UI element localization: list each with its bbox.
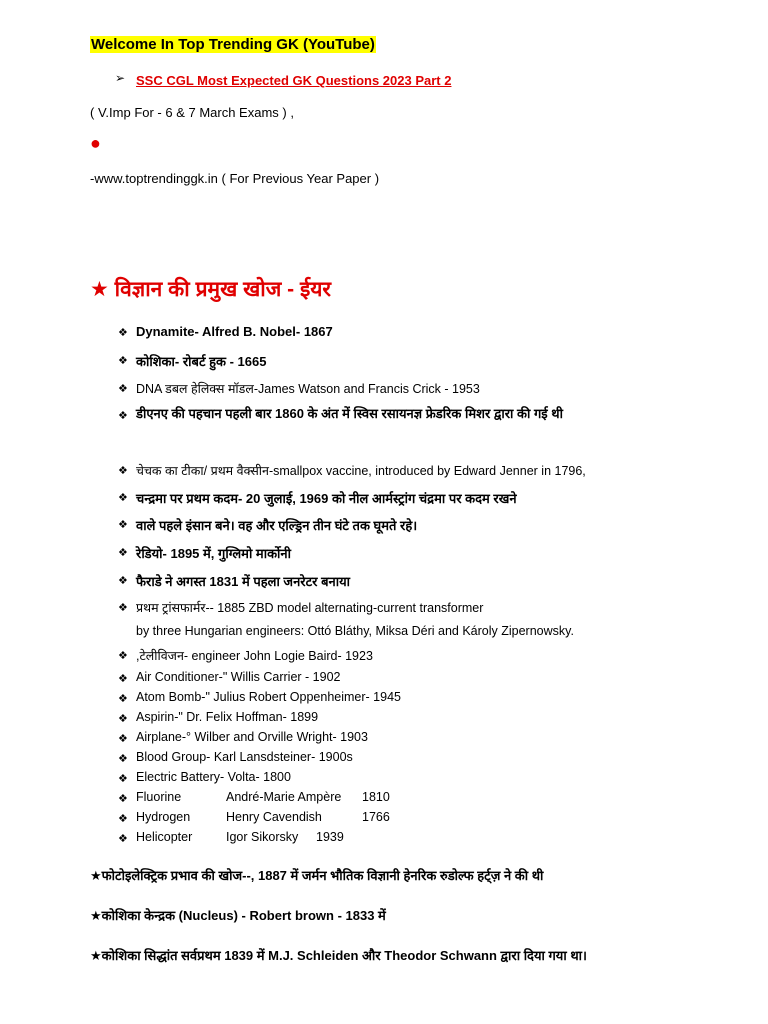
table-row: [136, 830, 536, 844]
diamond-bullet-icon: ❖: [118, 383, 128, 395]
dot-icon: ●: [90, 133, 101, 153]
list-item: डीएनए की पहचान पहली बार 1860 के अंत में स्विस रसायनज्ञ फ्रेडरिक मिशर द्वारा की गई थी: [136, 406, 563, 421]
welcome-text: Welcome In Top Trending GK (YouTube): [91, 36, 375, 53]
subtitle-link[interactable]: [136, 72, 451, 90]
subtitle-link-text[interactable]: SSC CGL Most Expected GK Questions 2023 Part 2: [136, 73, 452, 88]
list-item: फैराडे ने अगस्त 1831 में पहला जनरेटर बनाया: [136, 574, 350, 589]
list-item: Electric Battery- Volta- 1800: [136, 770, 291, 784]
diamond-bullet-icon: ❖: [118, 602, 128, 614]
website-note: -www.toptrendinggk.in ( For Previous Year Paper ): [90, 171, 380, 186]
diamond-bullet-icon: ❖: [118, 753, 128, 765]
list-item-text: कोशिका- रोबर्ट हुक - 1665: [136, 354, 267, 369]
list-item: Blood Group- Karl Lansdsteiner- 1900s: [136, 750, 353, 764]
arrow-icon: ➢: [115, 71, 126, 85]
list-item: [136, 352, 266, 370]
fact-line: ★कोशिका केन्द्रक (Nucleus) - Robert brown - 1833 में: [90, 908, 386, 923]
list-item: ,टेलीविजन- engineer John Logie Baird- 1923: [136, 649, 373, 663]
list-item: Air Conditioner-" Willis Carrier - 1902: [136, 670, 341, 684]
row-year: 1810: [362, 790, 390, 804]
list-item: DNA डबल हेलिक्स मॉडल-James Watson and Francis Crick - 1953: [136, 382, 480, 396]
diamond-bullet-icon: ❖: [118, 673, 128, 685]
list-item: चन्द्रमा पर प्रथम कदम- 20 जुलाई, 1969 को नील आर्मस्ट्रांग चंद्रमा पर कदम रखने: [136, 491, 517, 506]
diamond-bullet-icon: ❖: [118, 793, 128, 805]
list-item: Atom Bomb-" Julius Robert Oppenheimer- 1945: [136, 690, 401, 704]
diamond-bullet-icon: ❖: [118, 773, 128, 785]
diamond-bullet-icon: ❖: [118, 833, 128, 845]
diamond-bullet-icon: ❖: [118, 733, 128, 745]
diamond-bullet-icon: ❖: [118, 492, 128, 504]
list-item: Aspirin-" Dr. Felix Hoffman- 1899: [136, 710, 319, 724]
table-row: [136, 790, 536, 804]
list-item-continuation: by three Hungarian engineers: Ottó Bláthy, Miksa Déri and Károly Zipernowsky.: [136, 624, 574, 638]
diamond-bullet-icon: ❖: [118, 693, 128, 705]
row-name: Fluorine: [136, 790, 182, 804]
fact-line: ★फोटोइलेक्ट्रिक प्रभाव की खोज--, 1887 में जर्मन भौतिक विज्ञानी हेनरिक रुडोल्फ हर्ट्ज़ ने की थी: [90, 868, 544, 883]
exam-note: ( V.Imp For - 6 & 7 March Exams ) ,: [90, 105, 294, 120]
list-item: चेचक का टीका/ प्रथम वैक्सीन-smallpox vaccine, introduced by Edward Jenner in 1796,: [136, 464, 586, 478]
diamond-bullet-icon: ❖: [118, 355, 128, 367]
row-person: Igor Sikorsky: [226, 830, 299, 844]
diamond-bullet-icon: ❖: [118, 465, 128, 477]
row-year: 1939: [316, 830, 344, 844]
list-item: वाले पहले इंसान बने। वह और एल्ड्रिन तीन घंटे तक घूमते रहे।: [136, 518, 418, 533]
list-item: Dynamite- Alfred B. Nobel- 1867: [136, 324, 333, 339]
row-name: Hydrogen: [136, 810, 191, 824]
row-person: Henry Cavendish: [226, 810, 322, 824]
welcome-title: [90, 36, 376, 54]
diamond-bullet-icon: ❖: [118, 410, 128, 422]
diamond-bullet-icon: ❖: [118, 547, 128, 559]
list-item: प्रथम ट्रांसफार्मर-- 1885 ZBD model alternating-current transformer: [136, 601, 484, 615]
row-year: 1766: [362, 810, 390, 824]
row-name: Helicopter: [136, 830, 193, 844]
diamond-bullet-icon: ❖: [118, 575, 128, 587]
diamond-bullet-icon: ❖: [118, 650, 128, 662]
row-person: André-Marie Ampère: [226, 790, 342, 804]
diamond-bullet-icon: ❖: [118, 327, 128, 339]
diamond-bullet-icon: ❖: [118, 713, 128, 725]
table-row: [136, 810, 536, 824]
fact-line: ★कोशिका सिद्धांत सर्वप्रथम 1839 में M.J. Schleiden और Theodor Schwann द्वारा दिया गया था।: [90, 948, 587, 963]
section-heading: ★ विज्ञान की प्रमुख खोज - ईयर: [90, 278, 332, 301]
diamond-bullet-icon: ❖: [118, 813, 128, 825]
list-item: Airplane-° Wilber and Orville Wright- 1903: [136, 730, 368, 744]
diamond-bullet-icon: ❖: [118, 519, 128, 531]
list-item: रेडियो- 1895 में, गुग्लिमो मार्कोनी: [136, 546, 291, 561]
